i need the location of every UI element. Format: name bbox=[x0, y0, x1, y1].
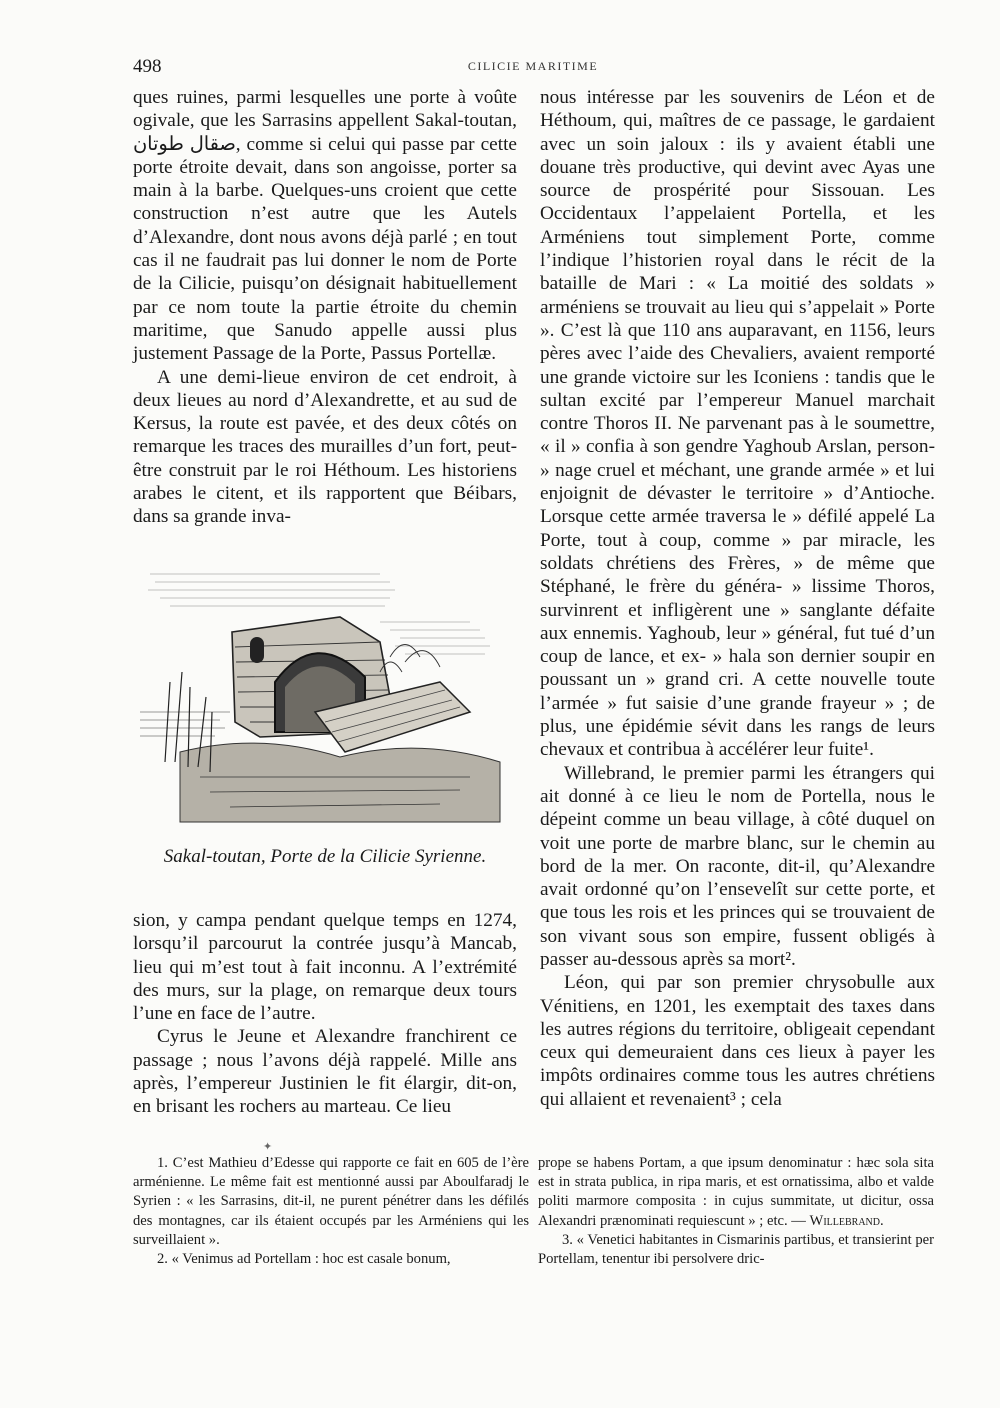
footnote-2-continued bbox=[538, 1154, 934, 1231]
paragraph: Léon, qui par son premier chrysobulle aux Vénitiens, en 1201, les exemptait des taxes dans les autres régions du territoire, obligeait cependant ceux qui demeuraient dans ces lieux à payer les impôts ordinaires comme tous les autres chrétiens qui allaient et revenaient³ ; cela bbox=[540, 972, 935, 1110]
engraving-illustration bbox=[140, 562, 515, 832]
footnote-2-text: prope se habens Portam, a que ipsum denominatur : hæc sola sita est in strata publica, in ripa maris, et est ornatissima, albo et valde politi marmore composita : in cujus summitate, ut dicitur, ossa Alexandri prænominati requiescunt » ; etc. — bbox=[538, 1155, 934, 1229]
footnote-1: 1. C’est Mathieu d’Edesse qui rapporte ce fait en 605 de l’ère arménienne. Le même fait est mentionné aussi par Aboulfaradj le Syrien : « les Sarrasins, dit-il, ne purent pénétrer dans les défilés des montagnes, car ils étaient occupés par les Arméniens qui les surveillaient ». bbox=[133, 1155, 529, 1248]
footnote-2: 2. « Venimus ad Portellam : hoc est casale bonum, bbox=[157, 1251, 451, 1268]
paragraph: nous intéresse par les souvenirs de Léon et de Héthoum, qui, maîtres de ce passage, le gardaient avec un soin jaloux : ils y avaient établi une douane très productive, qui devint avec Ayas une source de prospérité pour Sissouan. Les Occidentaux l’appelaient Portella, et les Arméniens tout simplement Porte, comme l’indique l’historien royal dans le récit de la bataille de Mari : « La moitié des soldats » arméniens se trouvait au lieu qui s’appelait » Porte ». C’est là que 110 ans auparavant, en 1156, leurs pères avec l’aide des Chevaliers, avaient remporté une grande victoire sur les Iconiens : tandis que le sultan excité par l’empereur Manuel marchait contre Thoros II. Ne parvenant pas à le soumettre, « il » confia à son gendre Yaghoub Arslan, person- » nage cruel et méchant, une grande armée » et lui enjoignit de dévaster le territoire » d’Antioche. Lorsque cette armée traversa le » défilé appelé La Porte, tout à coup, comme » par miracle, les soldats chrétiens des Frères, » de même que Stéphané, le frère du généra- » lissime Thoros, survinrent et infligèrent une » sanglante défaite aux ennemis. Yaghoub, leur » général, fut tué d’un coup de lance, et ex- » hala son dernier soupir en poussant un » grand cri. A cette nouvelle toute l’armée » fut saisie d’une grande frayeur » ; de plus, une épidémie sévit dans les rangs de leurs chevaux et contribua à accélérer leur fuite¹. bbox=[540, 87, 935, 761]
footnote-2-author: Willebrand. bbox=[809, 1212, 884, 1229]
footnote-3: 3. « Venetici habitantes in Cismarinis partibus, et transierint per Portellam, tenentur ibi persolvere dric- bbox=[538, 1231, 934, 1268]
paragraph: ques ruines, parmi lesquelles une porte à voûte ogivale, que les Sarrasins appellent Sakal-toutan, صقال طوتان, comme si celui qui passe par cette porte étroite devait, dans son angoisse, porter sa main à la barbe. Quelques-uns croient que cette construction n’est autre que les Autels d’Alexandre, dont nous avons déjà parlé ; en tout cas il ne faudrait pas lui donner le nom de Porte de la Cilicie, puisqu’on désignait habituellement par ce nom toute la partie étroite du chemin maritime, que Sanudo appelle aussi plus justement Passage de la Porte, Passus Portellæ. bbox=[133, 87, 517, 365]
left-column-top bbox=[133, 86, 517, 529]
paragraph: A une demi-lieue environ de cet endroit, à deux lieues au nord d’Alexandrette, et au sud de Kersus, la route est pavée, et des deux côtés on remarque les traces des murailles d’un fort, peut-être construit par le roi Héthoum. Les historiens arabes le citent, et ils rapportent que Béibars, dans sa grande inva- bbox=[133, 366, 517, 528]
page-header bbox=[133, 56, 933, 80]
footnote-separator-mark: ✦ bbox=[263, 1141, 273, 1153]
left-column-bottom bbox=[133, 909, 517, 1119]
paragraph: Willebrand, le premier parmi les étrangers qui ait donné à ce lieu le nom de Portella, nous le dépeint comme un beau village, à côté duquel on voit une porte de marbre blanc, sur le chemin au bord de la mer. On raconte, dit-il, qu’Alexandre avait ordonné qu’on l’ensevelît sur cette porte, et que tous les rois et les princes qui se trouvaient de son vivant sous son empire, fussent obligés à passer au-dessous après sa mort². bbox=[540, 762, 935, 970]
footnotes-left bbox=[133, 1154, 529, 1269]
paragraph: Cyrus le Jeune et Alexandre franchirent ce passage ; nous l’avons déjà rappelé. Mille ans après, l’empereur Justinien le fit élargir, dit-on, en brisant les rochers au marteau. Ce lieu bbox=[133, 1026, 517, 1118]
running-title: CILICIE MARITIME bbox=[467, 59, 599, 73]
footnotes-right bbox=[538, 1154, 934, 1269]
figure-caption: Sakal-toutan, Porte de la Cilicie Syrienne. bbox=[163, 846, 487, 867]
right-column bbox=[540, 86, 935, 1111]
ruined-gate-engraving bbox=[140, 562, 515, 832]
page-number: 498 bbox=[133, 56, 162, 77]
paragraph: sion, y campa pendant quelque temps en 1274, lorsqu’il parcourut la contrée jusqu’à Mancab, lieu qui m’est tout à fait inconnu. A l’extrémité des murs, sur la plage, on remarque deux tours l’une en face de l’autre. bbox=[133, 910, 517, 1025]
